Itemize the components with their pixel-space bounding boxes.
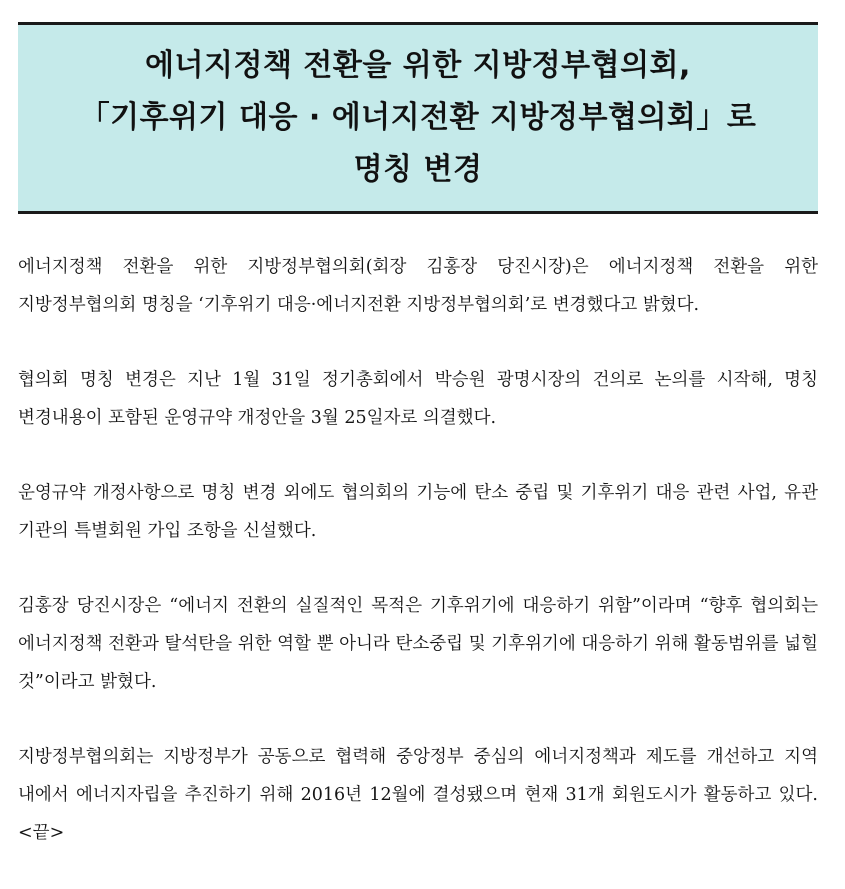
paragraph-council-background: 지방정부협의회는 지방정부가 공동으로 협력해 중앙정부 중심의 에너지정책과 제도를 개선하고 지역 내에서 에너지자립을 추진하기 위해 2016년 12월에 결성됐으며 현재 31개 회원도시가 활동하고 있다. <끝> — [18, 747, 818, 843]
paragraph-mayor-quote: 김홍장 당진시장은 “에너지 전환의 실질적인 목적은 기후위기에 대응하기 위함”이라며 “향후 협의회는 에너지정책 전환과 탈석탄을 위한 역할 뿐 아니라 탄소중립 및 기후위기에 대응하기 위해 활동범위를 넓힐 것”이라고 밝혔다. — [18, 596, 818, 692]
headline-line-1: 에너지정책 전환을 위한 지방정부협의회, — [145, 48, 691, 83]
paragraph-bylaw-amendment: 운영규약 개정사항으로 명칭 변경 외에도 협의회의 기능에 탄소 중립 및 기후위기 대응 관련 사업, 유관 기관의 특별회원 가입 조항을 신설했다. — [18, 483, 818, 541]
headline-line-3: 명칭 변경 — [353, 152, 483, 187]
article-body — [18, 248, 818, 889]
paragraph-name-change: 에너지정책 전환을 위한 지방정부협의회(회장 김홍장 당진시장)은 에너지정책 전환을 위한 지방정부협의회 명칭을 ‘기후위기 대응·에너지전환 지방정부협의회’로 변경했다고 밝혔다. — [18, 257, 818, 315]
headline-line-2: 「기후위기 대응 · 에너지전환 지방정부협의회」로 — [79, 100, 757, 135]
paragraph-general-meeting: 협의회 명칭 변경은 지난 1월 31일 정기총회에서 박승원 광명시장의 건의로 논의를 시작해, 명칭 변경내용이 포함된 운영규약 개정안을 3월 25일자로 의결했다. — [18, 370, 818, 428]
headline-box — [18, 22, 818, 214]
